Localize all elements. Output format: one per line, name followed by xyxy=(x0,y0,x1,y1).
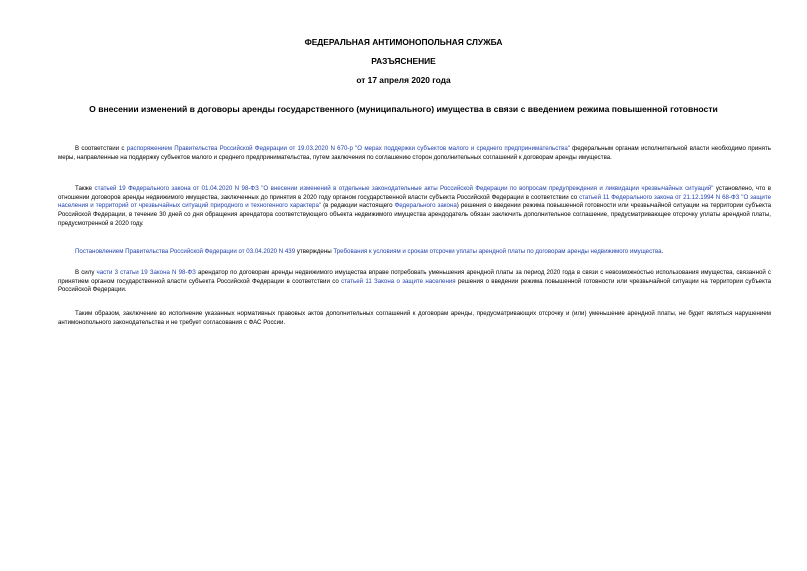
link-federal-law[interactable]: Федерального закона xyxy=(394,202,457,210)
paragraph-1-text-2: федеральным органам исполнительной власти необходимо принять меры, направленные на поддержку субъектов малого и среднего предпринимательства, путем заключения по соглашению сторон дополнительных соглашений к договорам аренды имущества. xyxy=(58,145,771,161)
paragraph-4-text-3: решения о введении режима повышенной готовности или чрезвычайной ситуации на территории субъекта Российской Федерации. xyxy=(58,277,772,294)
link-law-98fz-part-3[interactable]: части 3 статьи 19 Закона N 98-ФЗ xyxy=(96,269,196,276)
paragraph-2-text-4: ) решения о введении режима повышенной готовности или чрезвычайной ситуации на территории субъекта Российской Федерации, в течение 30 дней со дня обращения арендатора соответствующего объекта недвижимого имущества арендодатель обязан заключить дополнительное соглашение, предусматривающее отсрочку уплаты арендной платы, предусмотренной в 2020 году. xyxy=(58,202,771,227)
paragraph-2-text-1: Также xyxy=(75,185,95,192)
link-resolution-439[interactable]: Постановлением Правительства Российской Федерации от 03.04.2020 N 439 xyxy=(75,248,296,255)
link-decree-670r[interactable]: распоряжением Правительства Российской Федерации от 19.03.2020 N 670-р "О мерах поддержки субъектов малого и среднего предпринимательства" xyxy=(126,145,570,152)
document-date: от 17 апреля 2020 года xyxy=(356,75,451,85)
paragraph-5-text-1: Таким образом, заключение во исполнение указанных нормативных правовых актов дополнительных соглашений к договорам аренды, предусматривающих отсрочку и (или) уменьшение арендной платы, не будет являться нарушением антимонопольного законодательства и не требует согласования с ФАС России. xyxy=(58,310,771,326)
link-law-98fz-article-19[interactable]: статьей 19 Федерального закона от 01.04.2020 N 98-ФЗ "О внесении изменений в отдельные законодательные акты Российской Федерации по вопросам предупреждения и ликвидации чрезвычайных ситуаций" xyxy=(94,185,714,192)
link-law-68fz-article-11[interactable]: статьей 11 Федерального закона от 21.12.1994 N 68-ФЗ "О защите населения и территорий от чрезвычайных ситуаций природного и техногенного характера" xyxy=(58,193,771,210)
paragraph-4 xyxy=(58,269,771,295)
document-type: РАЗЪЯСНЕНИЕ xyxy=(371,56,436,66)
agency-name: ФЕДЕРАЛЬНАЯ АНТИМОНОПОЛЬНАЯ СЛУЖБА xyxy=(304,37,503,47)
paragraph-3-text-2: . xyxy=(661,248,664,255)
document-title: О внесении изменений в договоры аренды государственного (муниципального) имущества в связи с введением режима повышенной готовности xyxy=(89,104,718,114)
paragraph-3-text-1: утверждены xyxy=(295,248,334,255)
paragraph-2 xyxy=(58,185,771,229)
paragraph-2-text-3: (в редакции настоящего xyxy=(321,202,395,210)
paragraph-1-text-1: В соответствии с xyxy=(75,145,127,152)
paragraph-5 xyxy=(58,310,771,327)
paragraph-4-text-1: В силу xyxy=(75,269,97,276)
paragraph-3 xyxy=(58,248,771,257)
link-population-protection-law[interactable]: статьей 11 Закона о защите населения xyxy=(341,277,456,285)
paragraph-4-text-2: арендатор по договорам аренды недвижимого имущества вправе потребовать уменьшения арендной платы за период 2020 года в связи с невозможностью использования имущества, связанной с принятием органом государственной власти субъекта Российской Федерации в соответствии со xyxy=(58,269,772,285)
paragraph-1 xyxy=(58,145,771,162)
link-rent-deferral-requirements[interactable]: Требования к условиям и срокам отсрочки уплаты арендной платы по договорам аренды недвижимого имущества xyxy=(333,248,662,255)
paragraph-2-text-2: установлено, что в отношении договоров аренды недвижимого имущества, заключенных до принятия в 2020 году органом государственной власти субъекта Российской Федерации в соответствии со xyxy=(58,185,771,201)
